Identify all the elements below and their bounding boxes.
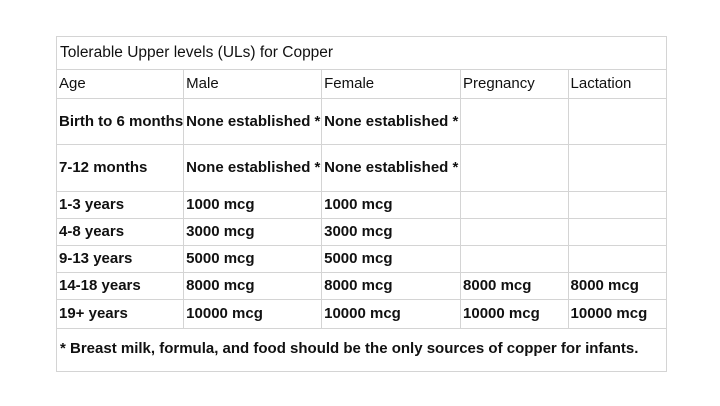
- age-cell: Birth to 6 months: [57, 98, 184, 144]
- lactation-cell: [568, 144, 666, 191]
- female-cell: 10000 mcg: [322, 299, 461, 328]
- male-cell: 8000 mcg: [184, 272, 322, 299]
- male-cell: 3000 mcg: [184, 218, 322, 245]
- copper-ul-table: [57, 70, 666, 329]
- age-cell: 4-8 years: [57, 218, 184, 245]
- table-row: [57, 299, 666, 328]
- lactation-cell: [568, 218, 666, 245]
- lactation-cell: [568, 191, 666, 218]
- copper-ul-sheet: [56, 36, 667, 372]
- pregnancy-cell: [461, 98, 568, 144]
- table-row: [57, 144, 666, 191]
- female-cell: 1000 mcg: [322, 191, 461, 218]
- male-cell: 5000 mcg: [184, 245, 322, 272]
- female-cell: None established *: [322, 144, 461, 191]
- column-header-age: Age: [57, 70, 184, 98]
- lactation-cell: 10000 mcg: [568, 299, 666, 328]
- age-cell: 19+ years: [57, 299, 184, 328]
- male-cell: None established *: [184, 98, 322, 144]
- pregnancy-cell: [461, 191, 568, 218]
- table-row: [57, 98, 666, 144]
- female-cell: None established *: [322, 98, 461, 144]
- lactation-cell: [568, 98, 666, 144]
- table-row: [57, 218, 666, 245]
- table-row: [57, 245, 666, 272]
- age-cell: 7-12 months: [57, 144, 184, 191]
- age-cell: 14-18 years: [57, 272, 184, 299]
- lactation-cell: [568, 245, 666, 272]
- female-cell: 3000 mcg: [322, 218, 461, 245]
- column-header-lactation: Lactation: [568, 70, 666, 98]
- male-cell: 1000 mcg: [184, 191, 322, 218]
- age-cell: 1-3 years: [57, 191, 184, 218]
- footnote: * Breast milk, formula, and food should be the only sources of copper for infants.: [60, 340, 639, 357]
- table-title: Tolerable Upper levels (ULs) for Copper: [57, 37, 666, 70]
- lactation-cell: 8000 mcg: [568, 272, 666, 299]
- column-header-female: Female: [322, 70, 461, 98]
- pregnancy-cell: 8000 mcg: [461, 272, 568, 299]
- column-header-pregnancy: Pregnancy: [461, 70, 568, 98]
- pregnancy-cell: [461, 218, 568, 245]
- female-cell: 8000 mcg: [322, 272, 461, 299]
- pregnancy-cell: [461, 245, 568, 272]
- male-cell: 10000 mcg: [184, 299, 322, 328]
- header-row: [57, 70, 666, 98]
- age-cell: 9-13 years: [57, 245, 184, 272]
- column-header-male: Male: [184, 70, 322, 98]
- table-row: [57, 191, 666, 218]
- female-cell: 5000 mcg: [322, 245, 461, 272]
- pregnancy-cell: 10000 mcg: [461, 299, 568, 328]
- male-cell: None established *: [184, 144, 322, 191]
- pregnancy-cell: [461, 144, 568, 191]
- table-row: [57, 272, 666, 299]
